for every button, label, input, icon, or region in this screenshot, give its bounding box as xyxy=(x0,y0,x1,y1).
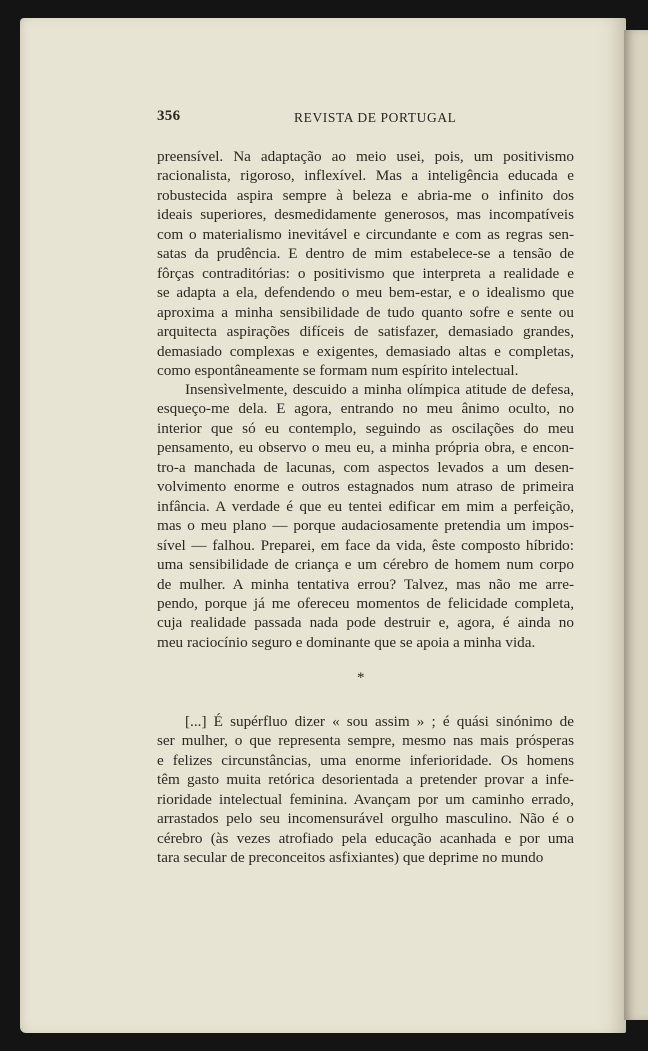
text-line: tara secular de preconceitos asfixiantes) que deprime no mundo xyxy=(157,849,544,867)
page-number: 356 xyxy=(157,108,181,124)
text-line: volvimento enorme e outros estagnados num atraso de primeira xyxy=(157,478,574,496)
text-line: meu raciocínio seguro e dominante que se apoia a minha vida. xyxy=(157,633,536,651)
text-line: sível — falhou. Preparei, em face da vida, êste composto híbrido: xyxy=(157,536,574,554)
text-line: demasiado complexas e exigentes, demasiado altas e completas, xyxy=(157,342,574,360)
text-line: fôrças contraditórias: o positivismo que interpreta a realidade e xyxy=(157,264,574,282)
text-line: esqueço-me dela. E agora, entrando no meu ânimo oculto, no xyxy=(157,400,574,418)
text-line: rioridade intelectual feminina. Avançam por um caminho errado, xyxy=(157,790,574,808)
text-line: interior que só eu contemplo, seguindo as oscilações do meu xyxy=(157,419,574,437)
paragraph-3 xyxy=(157,712,574,868)
text-line: robustecida aspira sempre à beleza e abria-me o infinito dos xyxy=(157,186,574,204)
text-line: ideais superiores, desmedidamente generosos, mas incompatíveis xyxy=(157,206,574,224)
text-line: racionalista, rigoroso, inflexível. Mas a inteligência educada e xyxy=(157,167,574,185)
running-title: REVISTA DE PORTUGAL xyxy=(294,110,457,125)
text-line: com o materialismo inevitável e circundante e com as regras sen- xyxy=(157,225,574,243)
text-line: pendo, porque já me ofereceu momentos de felicidade completa, xyxy=(157,594,574,612)
paragraph-2 xyxy=(157,380,574,652)
text-line: satas da prudência. E dentro de mim estabelece-se a tensão de xyxy=(157,245,574,263)
text-line: têm gasto muita retórica desorientada a pretender provar a infe- xyxy=(157,771,574,789)
page-header xyxy=(0,108,648,128)
text-line: pensamento, eu observo o meu eu, a minha própria obra, e encon- xyxy=(157,439,574,457)
text-line: arquitecta aspirações difíceis de satisfazer, demasiado grandes, xyxy=(157,323,574,341)
text-line: ser mulher, o que representa sempre, mesmo nas mais prósperas xyxy=(157,732,574,750)
text-line: uma sensibilidade de criança e um cérebro de homem num corpo xyxy=(157,556,574,574)
text-line: cérebro (às vezes atrofiado pela educação acanhada e por uma xyxy=(157,829,574,847)
text-line: [...] É supérfluo dizer « sou assim » ; é quási sinónimo de xyxy=(185,713,574,730)
section-separator: * xyxy=(357,670,365,686)
text-line: infância. A verdade é que eu tentei edificar em mim a perfeição, xyxy=(157,497,574,515)
paragraph-1 xyxy=(157,147,574,380)
facing-page-edge xyxy=(624,30,648,1020)
text-line: mas o meu plano — porque audaciosamente pretendia um impos- xyxy=(157,517,574,535)
text-line: e felizes circunstâncias, uma enorme inferioridade. Os homens xyxy=(157,751,574,769)
text-line: cuja realidade passada nada pode destruir e, agora, é ainda no xyxy=(157,614,574,632)
text-line: arrastados pelo seu incomensurável orgulho masculino. Não é o xyxy=(157,810,574,828)
text-line: preensível. Na adaptação ao meio usei, pois, um positivismo xyxy=(157,148,574,165)
text-line: se adapta a ela, defendendo o meu bem-estar, e o idealismo que xyxy=(157,284,574,302)
text-line: tro-a manchada de lacunas, com aspectos levados a um desen- xyxy=(157,458,574,476)
text-line: de mulher. A minha tentativa errou? Talvez, mas não me arre- xyxy=(157,575,574,593)
text-line: aproxima a minha sensibilidade de tudo quanto sofre e sente ou xyxy=(157,303,574,321)
text-line: Insensìvelmente, descuido a minha olímpica atitude de defesa, xyxy=(185,381,574,398)
text-line: como espontâneamente se formam num espírito intelectual. xyxy=(157,361,519,379)
